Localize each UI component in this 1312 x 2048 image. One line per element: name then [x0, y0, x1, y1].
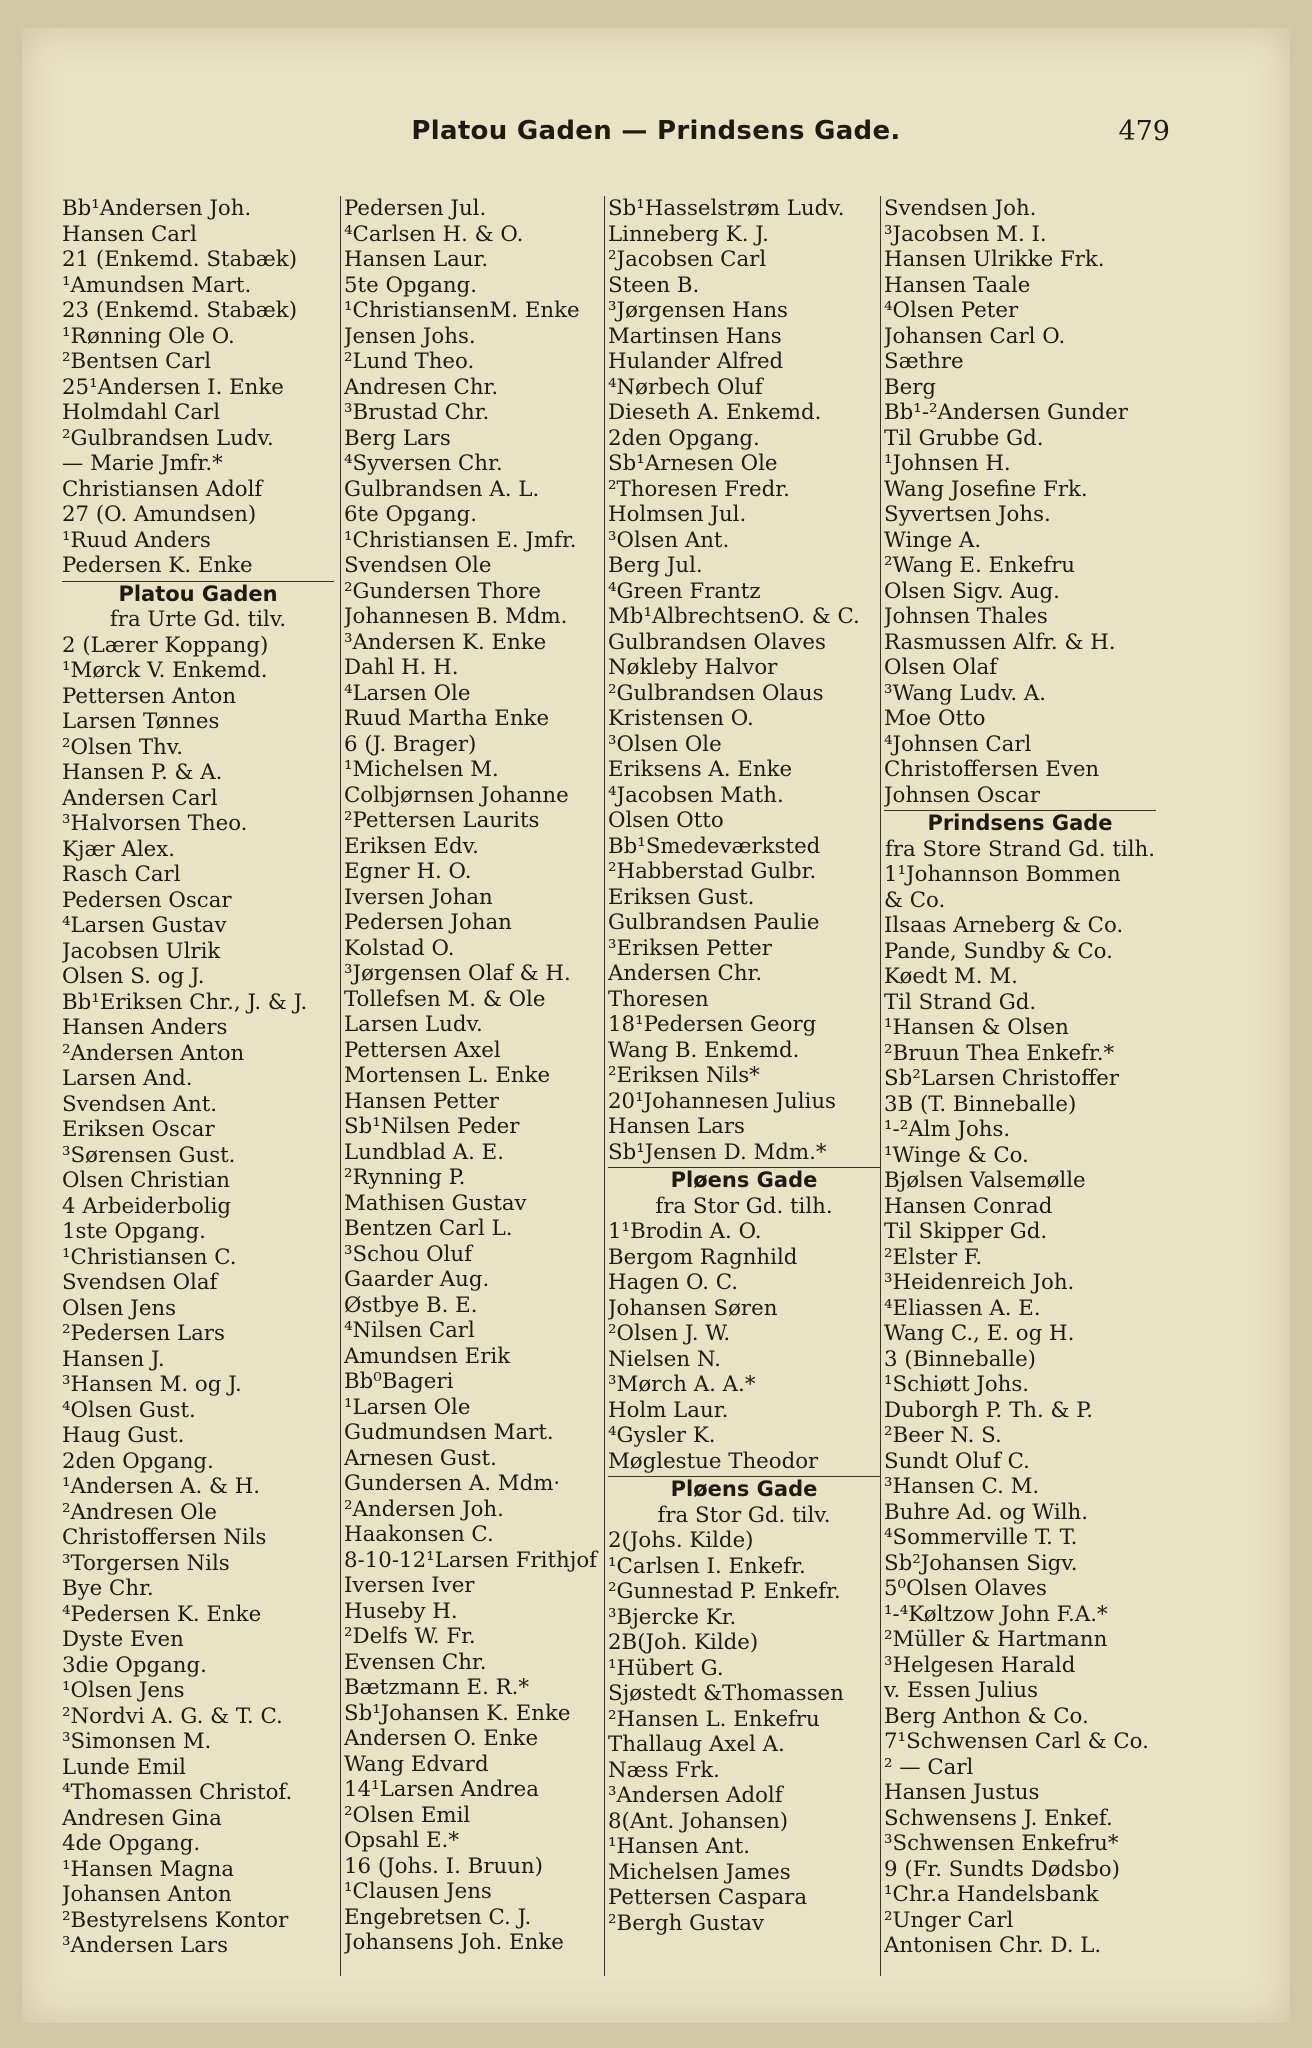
directory-entry: ²Thoresen Fredr.: [608, 476, 790, 502]
directory-entry: ¹Rønning Ole O.: [62, 323, 235, 349]
column-2: [344, 196, 616, 1976]
directory-entry: Eriksen Oscar: [62, 1117, 215, 1142]
directory-entry: Wang Josefine Frk.: [884, 476, 1088, 502]
directory-entry: ⁴Eliassen A. E.: [884, 1295, 1041, 1321]
directory-entry: Hansen Anders: [62, 1015, 228, 1040]
directory-entry: ²Andersen Anton: [62, 1040, 245, 1066]
directory-entry: Olsen S. og J.: [62, 964, 205, 989]
directory-entry: Rasch Carl: [62, 862, 181, 887]
directory-entry: Pettersen Axel: [344, 1037, 501, 1063]
directory-entry: ²Pettersen Laurits: [344, 808, 540, 833]
directory-entry: Johannesen B. Mdm.: [344, 604, 568, 629]
directory-page: [22, 28, 1290, 2023]
directory-entry: Berg Jul.: [608, 553, 703, 578]
directory-entry: Lunde Emil: [62, 1754, 186, 1780]
directory-entry: Hansen Taale: [884, 272, 1031, 298]
directory-entry: Jensen Johs.: [344, 323, 476, 349]
directory-entry: Hansen Laur.: [344, 247, 489, 272]
directory-entry: Huseby H.: [344, 1598, 458, 1624]
directory-entry: Bb¹Smedeværksted: [608, 833, 821, 859]
directory-entry: ²Wang E. Enkefru: [884, 553, 1076, 578]
directory-entry: Hansen Ulrikke Frk.: [884, 247, 1105, 272]
directory-entry: ³Jørgensen Hans: [608, 298, 788, 323]
directory-entry: Olsen Sigv. Aug.: [884, 578, 1060, 604]
directory-entry: Mortensen L. Enke: [344, 1063, 551, 1088]
directory-entry: ²Unger Carl: [884, 1907, 1014, 1933]
column-divider: [880, 196, 881, 1976]
page-header: [22, 116, 1290, 156]
directory-entry: Holm Laur.: [608, 1397, 729, 1423]
directory-entry: Eriksens A. Enke: [608, 757, 793, 782]
directory-entry: — Marie Jmfr.*: [62, 451, 223, 476]
directory-entry: Svendsen Olaf: [62, 1270, 218, 1295]
directory-entry: Michelsen James: [608, 1859, 791, 1885]
directory-entry: Thoresen: [608, 986, 709, 1012]
directory-entry: ²Gulbrandsen Ludv.: [62, 425, 274, 451]
directory-entry: Gaarder Aug.: [344, 1267, 490, 1292]
directory-entry: ⁴Larsen Gustav: [62, 913, 227, 938]
directory-entry: Haug Gust.: [62, 1423, 185, 1448]
directory-entry: Schwensens J. Enkef.: [884, 1805, 1113, 1831]
directory-entry: ³Schou Oluf: [344, 1241, 472, 1267]
directory-entry: Gulbrandsen Paulie: [608, 910, 820, 935]
directory-entry: ³Hansen M. og J.: [62, 1372, 242, 1397]
directory-entry: 18¹Pedersen Georg: [608, 1012, 817, 1037]
directory-entry: ³Halvorsen Theo.: [62, 811, 248, 836]
directory-entry: Hansen Carl: [62, 221, 197, 247]
directory-entry: Jacobsen Ulrik: [62, 938, 221, 964]
directory-entry: Kristensen O.: [608, 706, 754, 731]
street-heading: Prindsens Gade: [884, 810, 1156, 837]
directory-entry: ⁴Thomassen Christof.: [62, 1780, 293, 1805]
directory-entry: & Co.: [884, 887, 946, 913]
directory-entry: 2den Opgang.: [62, 1448, 214, 1474]
directory-entry: ²Gulbrandsen Olaus: [608, 680, 824, 706]
directory-entry: Gulbrandsen Olaves: [608, 629, 826, 655]
directory-entry: Andresen Gina: [62, 1805, 222, 1831]
directory-entry: Tollefsen M. & Ole: [344, 986, 546, 1012]
directory-entry: ³Hansen C. M.: [884, 1474, 1040, 1499]
directory-entry: ⁴Larsen Ole: [344, 680, 471, 706]
directory-entry: 16 (Johs. I. Bruun): [344, 1853, 543, 1879]
directory-entry: ²Pedersen Lars: [62, 1321, 225, 1346]
directory-entry: Berg Anthon & Co.: [884, 1703, 1089, 1729]
page-title: Platou Gaden — Prindsens Gade.: [411, 116, 901, 146]
directory-entry: ²Delfs W. Fr.: [344, 1624, 476, 1649]
directory-entry: ²Nordvi A. G. & T. C.: [62, 1703, 283, 1729]
directory-entry: Svendsen Ant.: [62, 1091, 218, 1117]
directory-entry: ¹Larsen Ole: [344, 1394, 471, 1420]
directory-entry: Sb¹Arnesen Ole: [608, 451, 778, 476]
directory-entry: Nielsen N.: [608, 1346, 721, 1372]
directory-entry: 2(Johs. Kilde): [608, 1528, 754, 1553]
directory-entry: ²Müller & Hartmann: [884, 1627, 1108, 1652]
directory-entry: Sb¹Hasselstrøm Ludv.: [608, 196, 845, 221]
directory-entry: ¹Andersen A. & H.: [62, 1474, 261, 1499]
directory-entry: Hansen Conrad: [884, 1193, 1053, 1219]
directory-entry: 3B (T. Binneballe): [884, 1091, 1077, 1117]
directory-entry: Evensen Chr.: [344, 1649, 487, 1675]
directory-entry: 9 (Fr. Sundts Dødsbo): [884, 1856, 1120, 1882]
directory-entry: 7¹Schwensen Carl & Co.: [884, 1729, 1149, 1754]
directory-entry: Rasmussen Alfr. & H.: [884, 629, 1116, 655]
directory-entry: ¹Clausen Jens: [344, 1879, 492, 1904]
directory-entry: Pedersen K. Enke: [62, 553, 253, 578]
directory-entry: Moe Otto: [884, 706, 986, 731]
street-heading: Pløens Gade: [608, 1476, 880, 1503]
directory-entry: Sæthre: [884, 349, 964, 374]
directory-entry: Wang Edvard: [344, 1751, 489, 1777]
directory-entry: ²Olsen Thv.: [62, 734, 184, 760]
directory-entry: Næss Frk.: [608, 1757, 720, 1783]
directory-entry: Winge A.: [884, 527, 982, 553]
directory-entry: Iversen Iver: [344, 1573, 475, 1598]
directory-entry: ⁴Pedersen K. Enke: [62, 1601, 262, 1627]
directory-entry: Gudmundsen Mart.: [344, 1420, 554, 1445]
directory-entry: ²Olsen Emil: [344, 1802, 471, 1828]
column-1: [62, 196, 334, 1976]
directory-entry: Duborgh P. Th. & P.: [884, 1397, 1094, 1423]
directory-entry: ¹Amundsen Mart.: [62, 272, 252, 298]
directory-entry: ³Eriksen Petter: [608, 935, 772, 961]
directory-entry: Lundblad A. E.: [344, 1139, 504, 1165]
directory-entry: ¹Olsen Jens: [62, 1678, 185, 1703]
directory-entry: Engebretsen C. J.: [344, 1904, 532, 1930]
directory-entry: Køedt M. M.: [884, 964, 1018, 989]
street-heading: Pløens Gade: [608, 1167, 880, 1194]
directory-entry: Bb⁰Bageri: [344, 1369, 454, 1394]
directory-entry: Til Skipper Gd.: [884, 1219, 1048, 1244]
directory-entry: ³Olsen Ole: [608, 731, 722, 757]
directory-entry: ³Jacobsen M. I.: [884, 221, 1047, 247]
directory-entry: 20¹Johannesen Julius: [608, 1088, 836, 1114]
directory-entry: ²Olsen J. W.: [608, 1321, 731, 1346]
directory-entry: 5te Opgang.: [344, 272, 478, 298]
directory-entry: ³Mørch A. A.*: [608, 1372, 756, 1397]
directory-entry: 21 (Enkemd. Stabæk): [62, 247, 298, 272]
directory-entry: ³Bjercke Kr.: [608, 1604, 737, 1630]
directory-entry: ⁴Olsen Peter: [884, 298, 1019, 323]
directory-entry: 3die Opgang.: [62, 1652, 207, 1678]
directory-entry: Sb¹Nilsen Peder: [344, 1114, 520, 1139]
directory-entry: Christoffersen Nils: [62, 1525, 267, 1550]
street-subheading: fra Store Strand Gd. tilh.: [884, 836, 1156, 862]
directory-entry: Eriksen Edv.: [344, 833, 479, 859]
directory-entry: Sb²Johansen Sigv.: [884, 1550, 1078, 1576]
directory-entry: Linneberg K. J.: [608, 221, 769, 247]
directory-entry: Sjøstedt &Thomassen: [608, 1681, 844, 1706]
directory-entry: Andersen Carl: [62, 785, 218, 811]
directory-entry: ²Bruun Thea Enkefr.*: [884, 1040, 1115, 1066]
street-heading: Platou Gaden: [62, 581, 334, 608]
directory-entry: Johansen Anton: [62, 1882, 232, 1907]
directory-entry: Haakonsen C.: [344, 1522, 494, 1547]
page-number: 479: [1118, 116, 1170, 147]
directory-entry: Amundsen Erik: [344, 1343, 511, 1369]
directory-entry: Andersen Chr.: [608, 961, 763, 986]
directory-entry: Hagen O. C.: [608, 1270, 739, 1295]
directory-entry: Bb¹Eriksen Chr., J. & J.: [62, 989, 308, 1015]
directory-entry: 2B(Joh. Kilde): [608, 1630, 759, 1655]
directory-entry: ⁴Nilsen Carl: [344, 1318, 475, 1343]
directory-entry: ²Beer N. S.: [884, 1423, 1002, 1448]
directory-entry: ² — Carl: [884, 1754, 974, 1780]
directory-entry: ²Lund Theo.: [344, 349, 475, 374]
directory-entry: Mathisen Gustav: [344, 1190, 527, 1216]
directory-entry: ¹Chr.a Handelsbank: [884, 1882, 1099, 1907]
directory-entry: Olsen Jens: [62, 1295, 177, 1321]
directory-entry: Hansen J.: [62, 1346, 165, 1372]
directory-entry: 8-10-12¹Larsen Frithjof: [344, 1547, 598, 1573]
directory-entry: Andersen O. Enke: [344, 1726, 539, 1751]
directory-entry: Johnsen Thales: [884, 604, 1048, 629]
directory-entry: Hansen Justus: [884, 1780, 1040, 1805]
column-divider: [340, 196, 341, 1976]
directory-entry: ⁴Carlsen H. & O.: [344, 221, 524, 247]
directory-entry: Hulander Alfred: [608, 349, 784, 374]
directory-entry: Syvertsen Johs.: [884, 502, 1051, 527]
directory-entry: ¹Christiansen E. Jmfr.: [344, 527, 577, 553]
directory-entry: ³Torgersen Nils: [62, 1550, 230, 1576]
directory-entry: ⁴Jacobsen Math.: [608, 782, 784, 808]
directory-entry: ²Bergh Gustav: [608, 1910, 765, 1936]
directory-entry: Christoffersen Even: [884, 757, 1100, 782]
directory-entry: Hansen P. & A.: [62, 760, 223, 785]
directory-entry: ⁴Gysler K.: [608, 1423, 716, 1448]
directory-entry: ¹Winge & Co.: [884, 1142, 1029, 1168]
directory-entry: ²Bentsen Carl: [62, 349, 212, 374]
directory-entry: Antonisen Chr. D. L.: [884, 1933, 1102, 1958]
directory-entry: ²Gundersen Thore: [344, 578, 541, 604]
directory-entry: 4 Arbeiderbolig: [62, 1193, 232, 1219]
directory-entry: ³Brustad Chr.: [344, 400, 490, 425]
directory-entry: Bergom Ragnhild: [608, 1244, 798, 1270]
directory-entry: Bjølsen Valsemølle: [884, 1168, 1086, 1193]
directory-entry: Svendsen Joh.: [884, 196, 1037, 221]
directory-entry: Hansen Petter: [344, 1088, 499, 1114]
directory-entry: 3 (Binneballe): [884, 1346, 1036, 1372]
directory-entry: ³Simonsen M.: [62, 1729, 212, 1754]
directory-entry: Møglestue Theodor: [608, 1448, 819, 1474]
directory-entry: ²Elster F.: [884, 1244, 983, 1270]
directory-entry: Gundersen A. Mdm·: [344, 1471, 561, 1496]
directory-entry: Sb¹Jensen D. Mdm.*: [608, 1139, 827, 1165]
directory-entry: ¹Schiøtt Johs.: [884, 1372, 1030, 1397]
directory-entry: ²Andersen Joh.: [344, 1496, 504, 1522]
directory-entry: Larsen And.: [62, 1066, 193, 1091]
directory-entry: 1¹Johannson Bommen: [884, 862, 1121, 887]
directory-entry: 5⁰Olsen Olaves: [884, 1576, 1047, 1601]
directory-entry: ¹-⁴Køltzow John F.A.*: [884, 1601, 1108, 1627]
directory-entry: Sundt Oluf C.: [884, 1448, 1030, 1474]
directory-entry: Thallaug Axel A.: [608, 1732, 785, 1757]
directory-entry: Johnsen Oscar: [884, 782, 1041, 808]
directory-entry: Hansen Lars: [608, 1114, 745, 1139]
directory-entry: Kjær Alex.: [62, 836, 176, 862]
directory-entry: Opsahl E.*: [344, 1828, 459, 1853]
directory-entry: ²Eriksen Nils*: [608, 1063, 760, 1088]
directory-entry: Pettersen Anton: [62, 683, 237, 709]
directory-entry: Svendsen Ole: [344, 553, 492, 578]
directory-entry: ³Andersen Adolf: [608, 1783, 783, 1808]
directory-entry: Dyste Even: [62, 1627, 184, 1652]
directory-entry: Berg: [884, 374, 937, 400]
directory-entry: Ilsaas Arneberg & Co.: [884, 913, 1124, 938]
directory-entry: Bye Chr.: [62, 1576, 154, 1601]
directory-entry: Andresen Chr.: [344, 374, 499, 400]
directory-entry: ³Sørensen Gust.: [62, 1142, 236, 1168]
directory-entry: 1¹Brodin A. O.: [608, 1219, 762, 1244]
directory-entry: Egner H. O.: [344, 859, 472, 884]
directory-entry: ³Jørgensen Olaf & H.: [344, 961, 571, 986]
directory-entry: Arnesen Gust.: [344, 1445, 497, 1471]
directory-entry: Pedersen Johan: [344, 910, 512, 935]
directory-entry: Nøkleby Halvor: [608, 655, 778, 680]
directory-entry: ³Wang Ludv. A.: [884, 680, 1047, 706]
directory-entry: Steen B.: [608, 272, 700, 298]
directory-entry: Wang B. Enkemd.: [608, 1037, 800, 1063]
street-subheading: fra Urte Gd. tilv.: [109, 607, 287, 632]
directory-entry: ³Andersen K. Enke: [344, 629, 547, 655]
directory-entry: Til Grubbe Gd.: [884, 425, 1044, 451]
directory-entry: 27 (O. Amundsen): [62, 502, 257, 527]
directory-entry: ¹Hübert G.: [608, 1655, 724, 1681]
directory-entry: ²Jacobsen Carl: [608, 247, 767, 272]
directory-entry: Dieseth A. Enkemd.: [608, 400, 822, 425]
directory-entry: ⁴Sommerville T. T.: [884, 1525, 1078, 1550]
directory-entry: Pedersen Oscar: [62, 887, 232, 913]
street-subheading: fra Stor Gd. tilv.: [657, 1502, 831, 1528]
directory-entry: 23 (Enkemd. Stabæk): [62, 298, 298, 323]
directory-entry: 14¹Larsen Andrea: [344, 1777, 539, 1802]
directory-entry: Olsen Christian: [62, 1168, 231, 1193]
directory-entry: ²Hansen L. Enkefru: [608, 1706, 820, 1732]
directory-entry: Eriksen Gust.: [608, 884, 755, 910]
directory-entry: ⁴Nørbech Oluf: [608, 374, 763, 400]
directory-entry: Bb¹-²Andersen Gunder: [884, 400, 1128, 425]
directory-entry: Østbye B. E.: [344, 1292, 478, 1318]
directory-entry: Johansen Carl O.: [884, 323, 1066, 349]
directory-entry: Ruud Martha Enke: [344, 706, 550, 731]
directory-entry: ¹Johnsen H.: [884, 451, 1011, 476]
directory-entry: 2 (Lærer Koppang): [62, 632, 269, 658]
directory-entry: Mb¹AlbrechtsenO. & C.: [608, 604, 860, 629]
directory-entry: Bætzmann E. R.*: [344, 1675, 530, 1700]
directory-entry: 4de Opgang.: [62, 1831, 201, 1856]
column-4: [884, 196, 1156, 1976]
directory-entry: ¹Carlsen I. Enkefr.: [608, 1553, 806, 1579]
directory-entry: Holmdahl Carl: [62, 400, 221, 425]
directory-entry: ³Helgesen Harald: [884, 1652, 1076, 1678]
directory-entry: Pedersen Jul.: [344, 196, 487, 221]
directory-entry: ²Gunnestad P. Enkefr.: [608, 1579, 841, 1604]
directory-entry: Pettersen Caspara: [608, 1885, 808, 1910]
directory-entry: Christiansen Adolf: [62, 476, 263, 502]
directory-entry: Dahl H. H.: [344, 655, 459, 680]
directory-entry: Martinsen Hans: [608, 323, 782, 349]
directory-entry: Gulbrandsen A. L.: [344, 476, 540, 502]
directory-entry: ³Andersen Lars: [62, 1933, 229, 1958]
directory-entry: ¹Mørck V. Enkemd.: [62, 658, 268, 683]
directory-entry: ¹ChristiansenM. Enke: [344, 298, 580, 323]
directory-entry: ⁴Syversen Chr.: [344, 451, 503, 476]
directory-entry: Berg Lars: [344, 425, 451, 451]
directory-entry: ¹Hansen Ant.: [608, 1834, 750, 1859]
directory-entry: ¹-²Alm Johs.: [884, 1117, 1011, 1142]
column-3: [608, 196, 880, 1976]
directory-entry: ¹Hansen & Olsen: [884, 1015, 1069, 1040]
directory-entry: Olsen Olaf: [884, 655, 998, 680]
directory-entry: Bentzen Carl L.: [344, 1216, 513, 1241]
directory-entry: Pande, Sundby & Co.: [884, 938, 1113, 964]
directory-entry: ³Heidenreich Joh.: [884, 1270, 1075, 1295]
directory-entry: ²Andresen Ole: [62, 1499, 217, 1525]
directory-entry: Olsen Otto: [608, 808, 724, 833]
directory-entry: ¹Ruud Anders: [62, 527, 211, 553]
directory-entry: ⁴Johnsen Carl: [884, 731, 1032, 757]
directory-entry: Holmsen Jul.: [608, 502, 747, 527]
directory-entry: Sb²Larsen Christoffer: [884, 1066, 1120, 1091]
directory-entry: Buhre Ad. og Wilh.: [884, 1499, 1089, 1525]
directory-entry: ⁴Green Frantz: [608, 578, 761, 604]
directory-entry: 2den Opgang.: [608, 425, 760, 451]
directory-entry: Johansen Søren: [608, 1295, 778, 1321]
directory-entry: 6 (J. Brager): [344, 731, 477, 757]
directory-columns: [62, 196, 1162, 1976]
directory-entry: 1ste Opgang.: [62, 1219, 206, 1244]
directory-entry: ¹Christiansen C.: [62, 1244, 237, 1270]
directory-entry: ¹Michelsen M.: [344, 757, 499, 782]
directory-entry: Larsen Tønnes: [62, 709, 220, 734]
directory-entry: ²Rynning P.: [344, 1165, 466, 1190]
directory-entry: ³Olsen Ant.: [608, 527, 730, 553]
directory-entry: v. Essen Julius: [884, 1678, 1039, 1703]
directory-entry: Larsen Ludv.: [344, 1012, 483, 1037]
directory-entry: Colbjørnsen Johanne: [344, 782, 569, 808]
directory-entry: Wang C., E. og H.: [884, 1321, 1075, 1346]
directory-entry: Bb¹Andersen Joh.: [62, 196, 252, 221]
directory-entry: ²Habberstad Gulbr.: [608, 859, 817, 884]
directory-entry: ³Schwensen Enkefru*: [884, 1831, 1119, 1856]
directory-entry: 25¹Andersen I. Enke: [62, 374, 284, 400]
directory-entry: Johansens Joh. Enke: [344, 1930, 564, 1955]
directory-entry: Sb¹Johansen K. Enke: [344, 1700, 571, 1726]
directory-entry: 8(Ant. Johansen): [608, 1808, 789, 1834]
directory-entry: Til Strand Gd.: [884, 989, 1037, 1015]
street-subheading: fra Stor Gd. tilh.: [655, 1193, 833, 1219]
directory-entry: ¹Hansen Magna: [62, 1856, 235, 1882]
directory-entry: 6te Opgang.: [344, 502, 478, 527]
directory-entry: Kolstad O.: [344, 935, 455, 961]
directory-entry: Iversen Johan: [344, 884, 493, 910]
directory-entry: ²Bestyrelsens Kontor: [62, 1907, 289, 1933]
directory-entry: ⁴Olsen Gust.: [62, 1397, 196, 1423]
